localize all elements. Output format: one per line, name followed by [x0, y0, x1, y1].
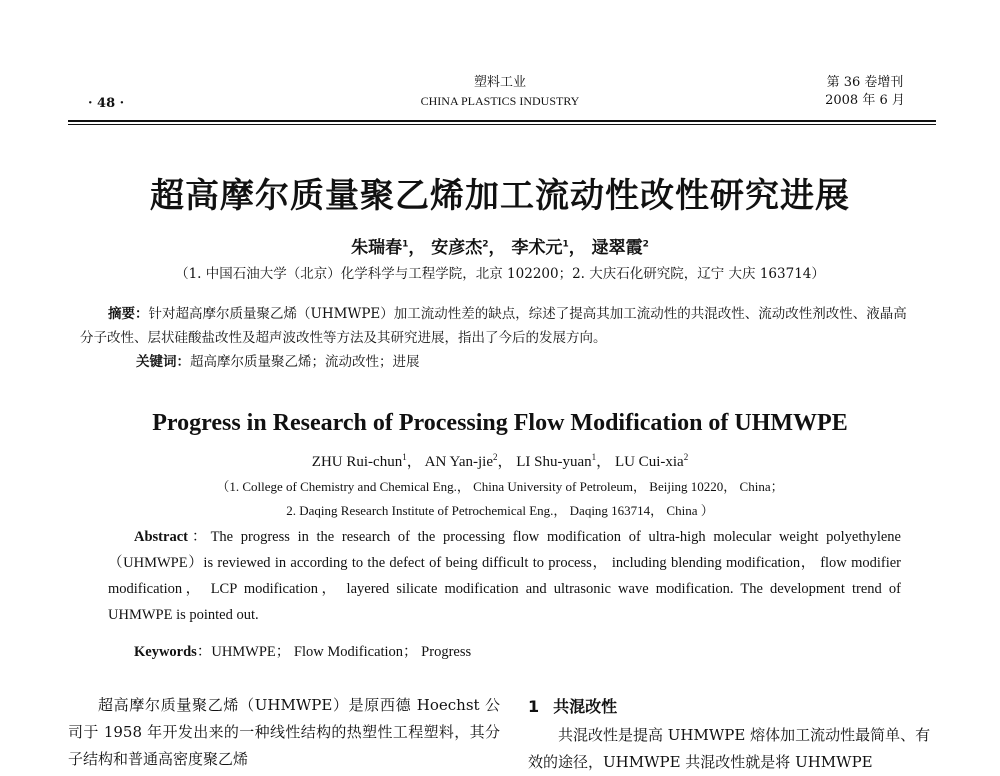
journal-name-cn: 塑料工业 — [473, 75, 526, 90]
header-rule-thin — [68, 124, 936, 125]
header-rule — [68, 120, 936, 122]
keywords-cn-text: 超高摩尔质量聚乙烯；流动改性；进展 — [190, 354, 420, 370]
section-paragraph: 共混改性是提高 UHMWPE 熔体加工流动性最简单、有效的途径，UHMWPE 共混改性就是将 UHMWPE — [528, 726, 931, 771]
keywords-en-text: UHMWPE； Flow Modification； Progress — [211, 644, 472, 660]
author-cn: 安彦杰$^2$， — [431, 238, 506, 258]
affiliation-en-2: 2. Daqing Research Institute of Petrochemical Eng.， Daqing 163714， China ） — [286, 503, 714, 518]
affiliation-en-1: （1. College of Chemistry and Chemical Eng.， China University of Petroleum， Beijing 10220， China； — [216, 479, 784, 494]
keywords-cn-label: 关键词： — [136, 354, 190, 370]
issue-info — [790, 74, 940, 110]
keywords-en: Keywords：UHMWPE； Flow Modification； Progress — [134, 644, 472, 660]
abstract-en-label: Abstract — [134, 529, 188, 545]
abstract-cn — [80, 302, 908, 374]
author-en: LU Cui-xia$^2$ — [614, 452, 689, 470]
authors-en — [0, 450, 1000, 471]
intro-paragraph: 超高摩尔质量聚乙烯（UHMWPE）是原西德 Hoechst 公司于 1958 年开发出来的一种线性结构的热塑性工程塑料，其分子结构和普通高密度聚乙烯 — [68, 696, 500, 768]
abstract-en-text: The progress in the research of the processing flow modification of ultra-high molecular weight polyethylene（UHMWPE）is reviewed in according to the defect of being difficult to process， including blending modification， flow modifier modification， LCP modification， layered silicate modification and ultrasonic wave modification. The development trend of UHMWPE is pointed out. — [108, 529, 901, 623]
volume: 第 36 卷增刊 — [826, 75, 904, 90]
authors-cn — [0, 233, 1000, 258]
paper-title-en: Progress in Research of Processing Flow Modification of UHMWPE — [152, 410, 848, 436]
section-number: 1 — [528, 697, 540, 716]
author-cn: 逯翠霞$^2$ — [591, 238, 649, 258]
section-heading — [528, 694, 617, 717]
body-column-left — [68, 692, 500, 773]
author-cn: 朱瑞春$^1$， — [351, 238, 426, 258]
abstract-en: Abstract：The progress in the research of the processing flow modification of ultra-high molecular weight polyethylene（UHMWPE）is reviewed in according to the defect of being difficult to process， including blending modification， flow modifier modification， LCP modification， layered silicate modification and ultrasonic wave modification. The development trend of UHMWPE is pointed out. — [108, 529, 901, 623]
author-en: AN Yan-jie$^2$， — [424, 452, 513, 470]
keywords-en-label: Keywords — [134, 644, 197, 660]
author-en: ZHU Rui-chun$^1$， — [311, 452, 422, 470]
issue-date: 2008 年 6 月 — [825, 93, 905, 108]
author-cn: 李术元$^1$， — [511, 238, 586, 258]
affiliation-cn: （1. 中国石油大学（北京）化学科学与工程学院，北京 102200；2. 大庆石化研究院，辽宁 大庆 163714） — [175, 266, 825, 282]
paper-title-cn: 超高摩尔质量聚乙烯加工流动性改性研究进展 — [150, 176, 850, 216]
section-title: 共混改性 — [553, 697, 618, 716]
journal-name-en: CHINA PLASTICS INDUSTRY — [420, 94, 580, 108]
abstract-cn-text: 针对超高摩尔质量聚乙烯（UHMWPE）加工流动性差的缺点，综述了提高其加工流动性的共混改性、流动改性剂改性、液晶高分子改性、层状硅酸盐改性及超声波改性等方法及其研究进展，指出了今后的发展方向。 — [80, 306, 907, 346]
author-en: LI Shu-yuan$^1$， — [516, 452, 612, 470]
abstract-cn-label: 摘要： — [108, 306, 149, 322]
page-number: · 48 · — [88, 96, 125, 111]
